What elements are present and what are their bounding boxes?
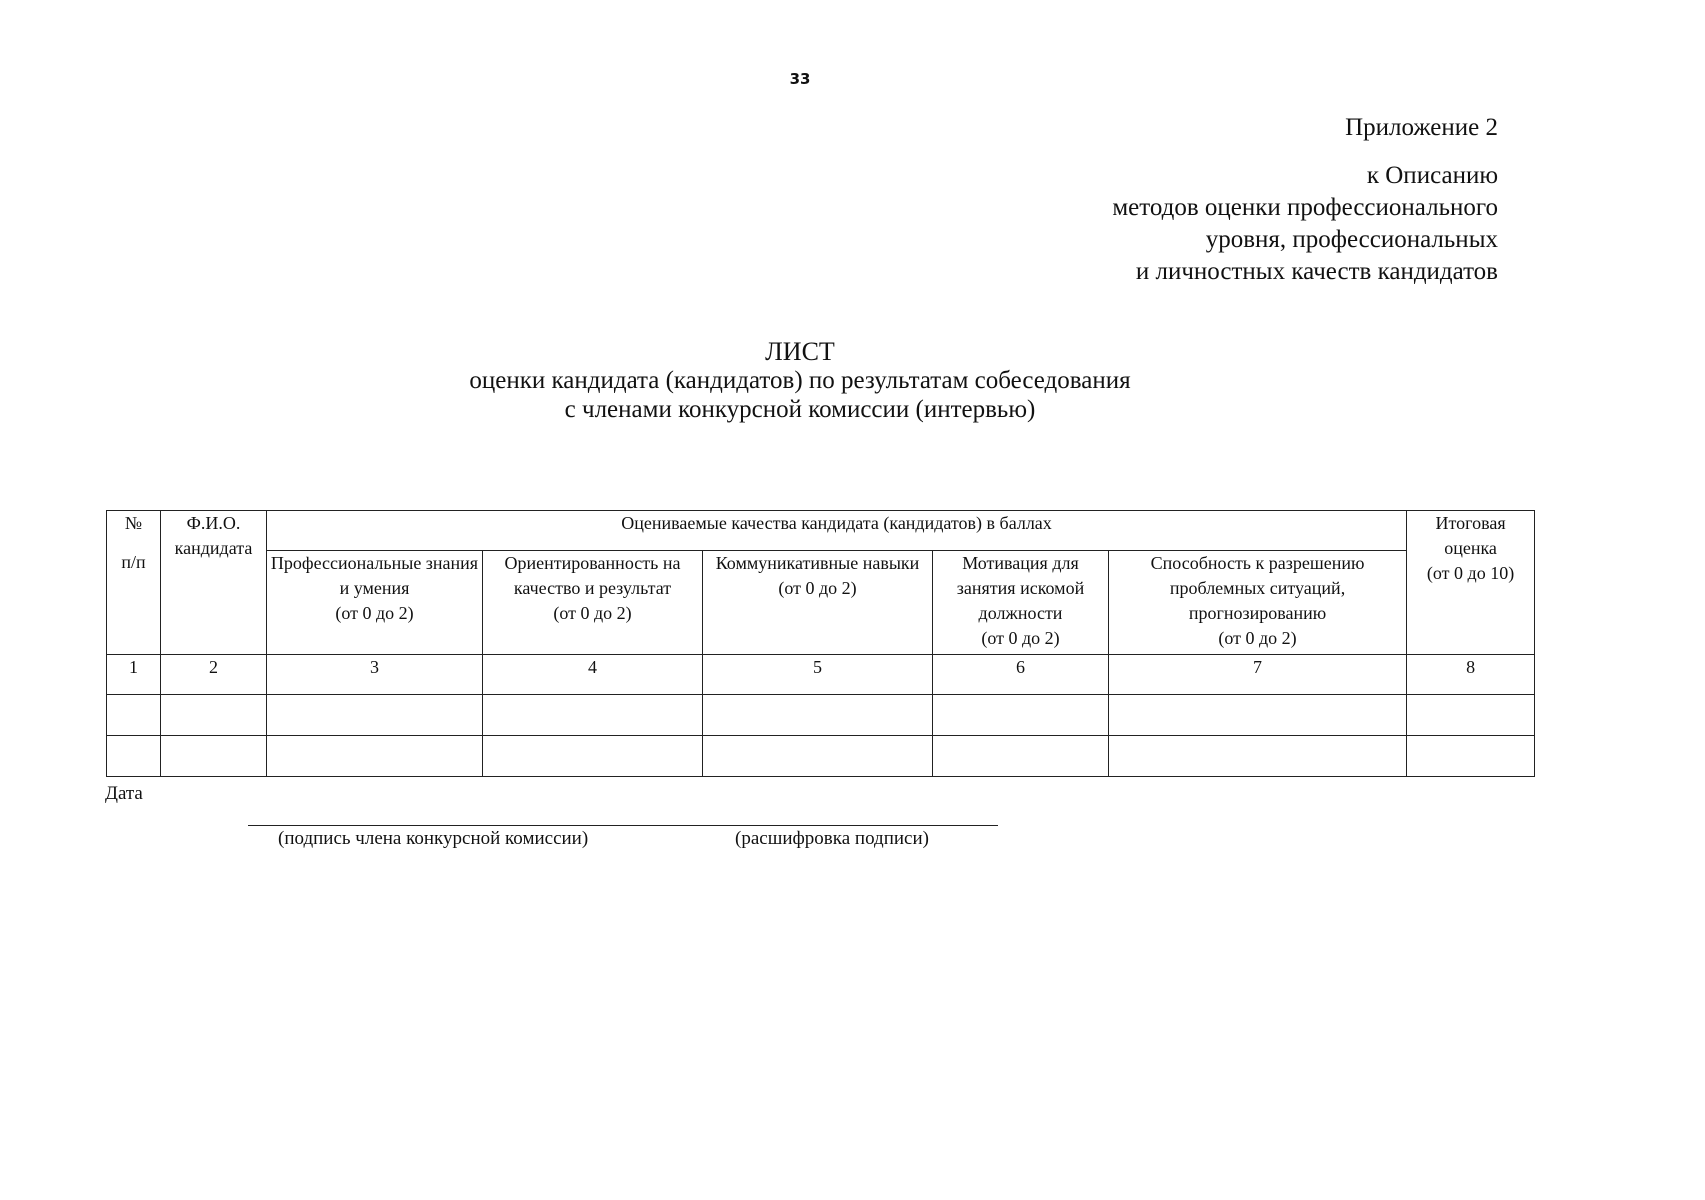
empty-cell[interactable]	[703, 695, 933, 736]
sheet-heading: ЛИСТ	[765, 337, 835, 366]
header-number-cell: № п/п	[107, 511, 161, 655]
appendix-line: методов оценки профессионального	[1112, 194, 1498, 221]
date-label: Дата	[105, 783, 143, 804]
evaluation-table	[106, 510, 1535, 777]
signature-line	[248, 825, 998, 826]
index-cell: 7	[1109, 655, 1407, 695]
table-row	[107, 736, 1535, 777]
table-row	[107, 695, 1535, 736]
empty-cell[interactable]	[107, 695, 161, 736]
appendix-line: и личностных качеств кандидатов	[1135, 258, 1498, 285]
header-total-cell: Итоговая оценка (от 0 до 10)	[1407, 511, 1535, 655]
sheet-title-block	[0, 337, 1568, 424]
empty-cell[interactable]	[267, 695, 483, 736]
index-cell: 3	[267, 655, 483, 695]
header-quality-cell: Ориентированность на качество и результат (от 0 до 2)	[483, 551, 703, 655]
appendix-line: уровня, профессиональных	[1205, 226, 1498, 253]
empty-cell[interactable]	[483, 695, 703, 736]
sheet-subtitle: оценки кандидата (кандидатов) по результатам собеседования	[469, 367, 1131, 394]
empty-cell[interactable]	[161, 736, 267, 777]
header-quality-cell: Профессиональные знания и умения (от 0 до 2)	[267, 551, 483, 655]
appendix-line: к Описанию	[1366, 162, 1498, 189]
empty-cell[interactable]	[483, 736, 703, 777]
header-qualities-group: Оцениваемые качества кандидата (кандидатов) в баллах	[267, 511, 1407, 551]
empty-cell[interactable]	[1407, 736, 1535, 777]
appendix-block	[1112, 112, 1498, 288]
empty-cell[interactable]	[703, 736, 933, 777]
sheet-subtitle: с членами конкурсной комиссии (интервью)	[564, 396, 1036, 423]
table-index-row	[107, 655, 1535, 695]
empty-cell[interactable]	[107, 736, 161, 777]
empty-cell[interactable]	[933, 736, 1109, 777]
header-quality-cell: Способность к разрешению проблемных ситуаций, прогнозированию (от 0 до 2)	[1109, 551, 1407, 655]
index-cell: 1	[107, 655, 161, 695]
appendix-title: Приложение 2	[1345, 114, 1498, 141]
empty-cell[interactable]	[267, 736, 483, 777]
header-quality-cell: Коммуникативные навыки (от 0 до 2)	[703, 551, 933, 655]
signature-decoding-caption: (расшифровка подписи)	[735, 828, 929, 849]
header-quality-cell: Мотивация для занятия искомой должности (от 0 до 2)	[933, 551, 1109, 655]
empty-cell[interactable]	[933, 695, 1109, 736]
index-cell: 5	[703, 655, 933, 695]
index-cell: 2	[161, 655, 267, 695]
index-cell: 4	[483, 655, 703, 695]
index-cell: 8	[1407, 655, 1535, 695]
header-fio-cell: Ф.И.О. кандидата	[161, 511, 267, 655]
index-cell: 6	[933, 655, 1109, 695]
empty-cell[interactable]	[161, 695, 267, 736]
table-subheader-row	[107, 551, 1535, 655]
empty-cell[interactable]	[1407, 695, 1535, 736]
signature-caption: (подпись члена конкурсной комиссии)	[278, 828, 589, 849]
table-header-row	[107, 511, 1535, 551]
empty-cell[interactable]	[1109, 695, 1407, 736]
page-number: 33	[789, 70, 811, 88]
empty-cell[interactable]	[1109, 736, 1407, 777]
